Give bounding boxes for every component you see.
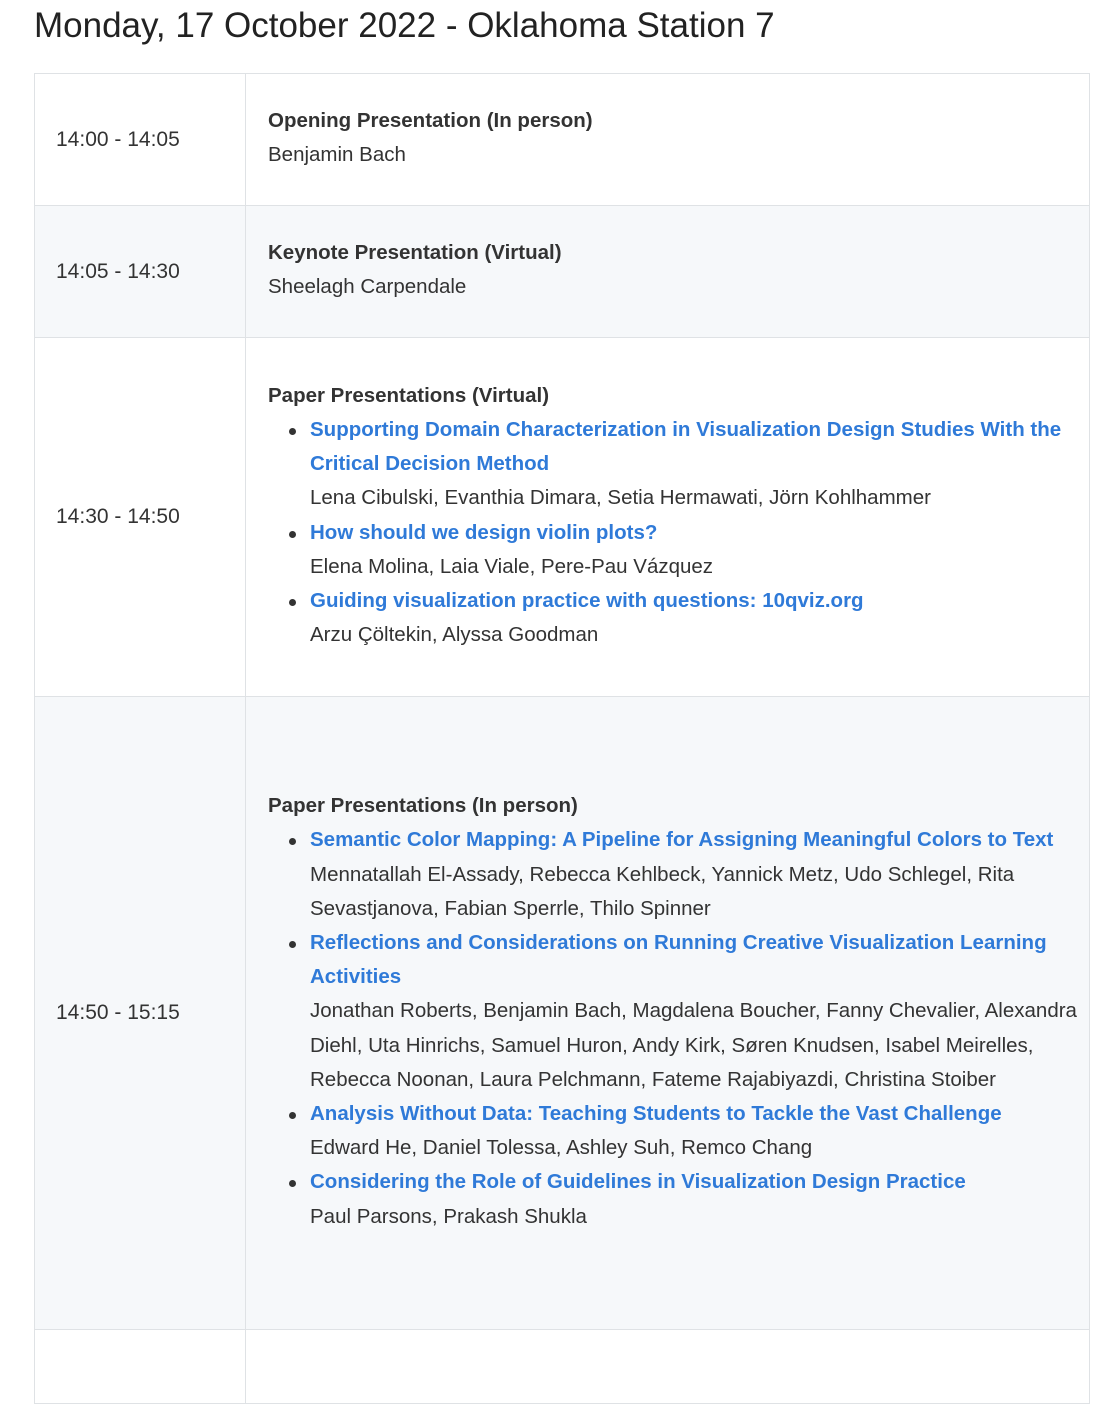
table-row: [35, 1330, 1090, 1404]
paper-link[interactable]: Analysis Without Data: Teaching Students to Tackle the Vast Challenge: [310, 1102, 1002, 1125]
paper-authors: Lena Cibulski, Evanthia Dimara, Setia Hermawati, Jörn Kohlhammer: [310, 486, 931, 510]
paper-authors: Elena Molina, Laia Viale, Pere-Pau Vázquez: [310, 554, 714, 578]
list-item: [310, 413, 1079, 516]
paper-list: [268, 823, 1079, 1233]
list-item: [310, 823, 1079, 926]
table-row: [35, 338, 1090, 697]
session-details: [246, 74, 1090, 206]
paper-link[interactable]: Guiding visualization practice with questions: 10qviz.org: [310, 588, 864, 612]
paper-authors: Edward He, Daniel Tolessa, Ashley Suh, Remco Chang: [310, 1136, 813, 1160]
session-title: Paper Presentations (In person): [268, 794, 578, 818]
table-row: [35, 697, 1090, 1330]
session-time: 14:50 - 15:15: [35, 697, 246, 1330]
paper-authors: Arzu Çöltekin, Alyssa Goodman: [310, 623, 599, 647]
paper-list: [268, 413, 1079, 652]
session-details: [246, 697, 1090, 1330]
paper-authors: Jonathan Roberts, Benjamin Bach, Magdalena Boucher, Fanny Chevalier, Alexandra Diehl, Uta Hinrichs, Samuel Huron, Andy Kirk, Søren Knudsen, Isabel Meirelles, Rebecca Noonan, Laura Pelchmann, Fateme Rajabiyazdi, Christina Stoiber: [310, 999, 1077, 1091]
paper-authors: Mennatallah El-Assady, Rebecca Kehlbeck, Yannick Metz, Udo Schlegel, Rita Sevastjanova, Fabian Sperrle, Thilo Spinner: [310, 862, 1015, 920]
session-time: 14:05 - 14:30: [35, 206, 246, 338]
list-item: [310, 1165, 1079, 1233]
list-item: [310, 516, 1079, 584]
paper-link[interactable]: Supporting Domain Characterization in Visualization Design Studies With the Critical Decision Method: [310, 417, 1062, 476]
schedule-table: [34, 73, 1090, 1404]
session-details: [246, 206, 1090, 338]
session-details: [246, 1330, 1090, 1404]
table-row: [35, 74, 1090, 206]
list-item: [310, 1097, 1079, 1165]
session-time: 14:00 - 14:05: [35, 74, 246, 206]
paper-link[interactable]: Semantic Color Mapping: A Pipeline for Assigning Meaningful Colors to Text: [310, 828, 1054, 852]
paper-authors: Paul Parsons, Prakash Shukla: [310, 1204, 587, 1228]
table-row: [35, 206, 1090, 338]
paper-link[interactable]: Reflections and Considerations on Running Creative Visualization Learning Activities: [310, 930, 1047, 989]
paper-link[interactable]: Considering the Role of Guidelines in Visualization Design Practice: [310, 1170, 966, 1194]
paper-link[interactable]: How should we design violin plots?: [310, 520, 658, 544]
session-details: [246, 338, 1090, 697]
session-time: 14:30 - 14:50: [35, 338, 246, 697]
session-title: Keynote Presentation (Virtual): [268, 240, 562, 264]
session-title: Opening Presentation (In person): [268, 108, 593, 132]
speaker-name: Sheelagh Carpendale: [268, 275, 467, 298]
session-time: [35, 1330, 246, 1404]
list-item: [310, 926, 1079, 1097]
session-title: Paper Presentations (Virtual): [268, 383, 550, 407]
list-item: [310, 584, 1079, 652]
page-title: Monday, 17 October 2022 - Oklahoma Station 7: [34, 6, 775, 45]
speaker-name: Benjamin Bach: [268, 143, 406, 166]
